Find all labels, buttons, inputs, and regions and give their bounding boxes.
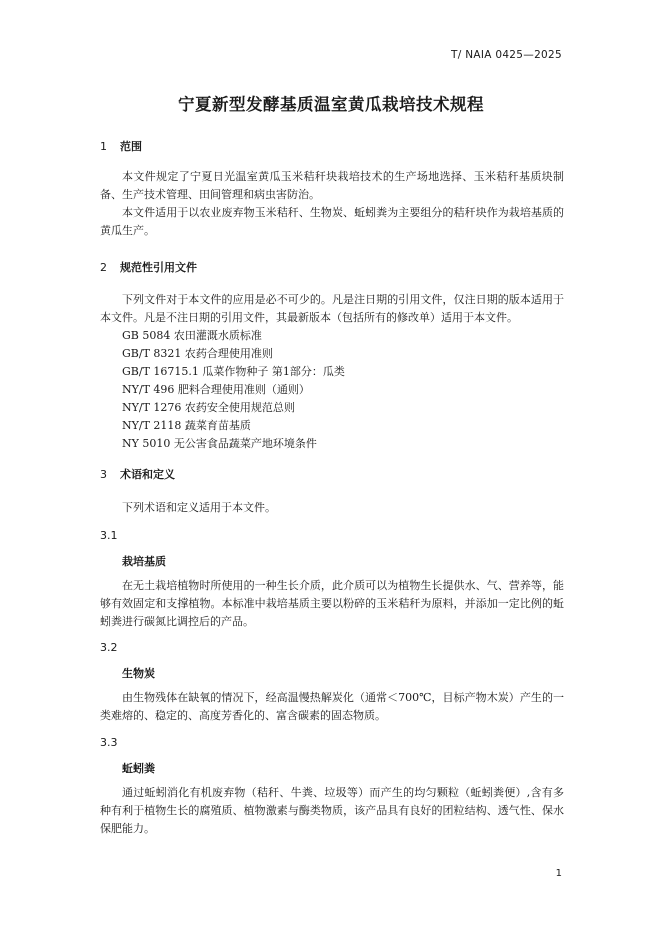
standard-code: T/ NAIA 0425—2025 xyxy=(451,49,562,61)
paragraph: 在无土栽培植物时所使用的一种生长介质，此介质可以为植物生长提供水、气、营养等，能够有效固定和支撑植物。本标准中栽培基质主要以粉碎的玉米秸秆为原料，并添加一定比例的蚯蚓粪进行碳氮比调控后的产品。 xyxy=(100,579,564,628)
paragraph: 本文件适用于以农业废弃物玉米秸秆、生物炭、蚯蚓粪为主要组分的秸秆块作为栽培基质的黄瓜生产。 xyxy=(100,206,564,237)
subsection-number: 3.2 xyxy=(100,641,118,654)
section-2-intro xyxy=(100,291,564,327)
section-title: 范围 xyxy=(120,140,142,153)
reference-item: GB 5084 农田灌溉水质标准 xyxy=(122,329,262,342)
section-1-heading xyxy=(100,138,142,154)
document-title: 宁夏新型发酵基质温室黄瓜栽培技术规程 xyxy=(178,95,484,114)
term-definition xyxy=(100,784,564,838)
section-2-heading xyxy=(100,259,197,275)
section-title: 术语和定义 xyxy=(120,468,175,481)
section-number: 2 xyxy=(100,261,107,274)
paragraph: 下列文件对于本文件的应用是必不可少的。凡是注日期的引用文件，仅注日期的版本适用于本文件。凡是不注日期的引用文件，其最新版本（包括所有的修改单）适用于本文件。 xyxy=(100,293,564,324)
term-definition xyxy=(100,689,564,725)
term-heading: 生物炭 xyxy=(122,667,155,680)
subsection-number: 3.3 xyxy=(100,736,118,749)
section-3-intro xyxy=(100,499,564,517)
paragraph: 下列术语和定义适用于本文件。 xyxy=(122,501,276,514)
reference-item: NY/T 2118 蔬菜育苗基质 xyxy=(122,419,251,432)
page-number: 1 xyxy=(555,868,562,879)
term-definition xyxy=(100,577,564,631)
term-heading: 蚯蚓粪 xyxy=(122,762,155,775)
reference-item: NY/T 1276 农药安全使用规范总则 xyxy=(122,401,295,414)
subsection-number: 3.1 xyxy=(100,529,118,542)
section-number: 1 xyxy=(100,140,107,153)
section-title: 规范性引用文件 xyxy=(120,261,197,274)
section-1-body xyxy=(100,168,564,240)
reference-item: NY/T 496 肥料合理使用准则（通则） xyxy=(122,383,310,396)
reference-item: GB/T 8321 农药合理使用准则 xyxy=(122,347,273,360)
paragraph: 本文件规定了宁夏日光温室黄瓜玉米秸秆块栽培技术的生产场地选择、玉米秸秆基质块制备、生产技术管理、田间管理和病虫害防治。 xyxy=(100,170,564,201)
section-number: 3 xyxy=(100,468,107,481)
paragraph: 通过蚯蚓消化有机废弃物（秸秆、牛粪、垃圾等）而产生的均匀颗粒（蚯蚓粪便）,含有多种有利于植物生长的腐殖质、植物激素与酶类物质，该产品具有良好的团粒结构、透气性、保水保肥能力。 xyxy=(100,786,564,835)
section-3-heading xyxy=(100,466,175,482)
reference-item: GB/T 16715.1 瓜菜作物种子 第1部分：瓜类 xyxy=(122,365,345,378)
reference-list xyxy=(122,327,345,453)
paragraph: 由生物残体在缺氧的情况下，经高温慢热解炭化（通常＜700℃，目标产物木炭）产生的一类难熔的、稳定的、高度芳香化的、富含碳素的固态物质。 xyxy=(100,691,564,722)
reference-item: NY 5010 无公害食品蔬菜产地环境条件 xyxy=(122,437,317,450)
term-heading: 栽培基质 xyxy=(122,555,166,568)
